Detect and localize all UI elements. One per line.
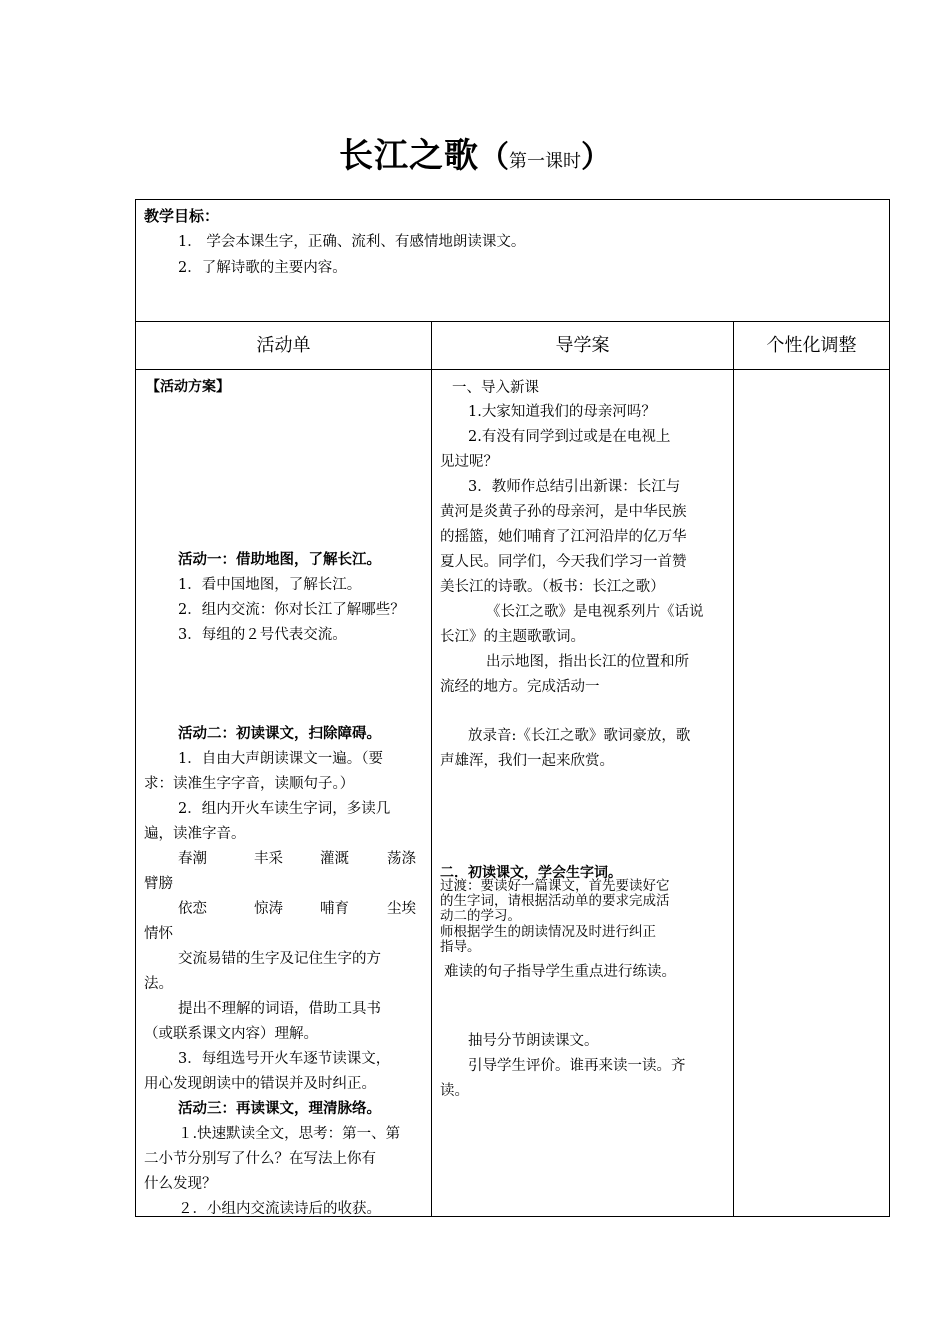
guide-line: 声雄浑，我们一起来欣赏。 [440, 753, 614, 769]
title-main: 长江之歌 [339, 136, 479, 176]
activity-line: １.快速默读全文，思考：第一、第 [178, 1126, 401, 1142]
guide-line: 夏人民。同学们，今天我们学习一首赞 [440, 554, 687, 570]
guide-line: 指导。 [440, 939, 481, 955]
activity-line: 求：读准生字字音，读顺句子。） [144, 776, 355, 792]
activity-line: 2．组内开火车读生字词，多读几 [178, 801, 391, 817]
guide-line: 黄河是炎黄子孙的母亲河，是中华民族 [440, 504, 687, 520]
guide-line: 《长江之歌》是电视系列片《话说 [486, 604, 704, 620]
vocab-word: 春潮 [178, 851, 207, 867]
guide-line: 过渡：要读好一篇课文，首先要读好它 [440, 878, 670, 894]
activity-line: 二小节分别写了什么？在写法上你有 [144, 1151, 376, 1167]
guide-line: 放录音:《长江之歌》歌词豪放，歌 [468, 728, 691, 744]
vocab-word: 惊涛 [254, 901, 283, 917]
lesson-table [135, 321, 890, 1217]
activity-line: 3．每组选号开火车逐节读课文， [178, 1051, 391, 1067]
activity-line: 交流易错的生字及记住生字的方 [178, 951, 381, 967]
page-title [0, 128, 950, 177]
header-guide: 导学案 [555, 335, 610, 356]
vocab-word: 灌溉 [320, 851, 349, 867]
goal-item: 2．了解诗歌的主要内容。 [178, 260, 347, 276]
goals-label: 教学目标： [144, 207, 220, 225]
activity-two-title: 活动二：初读课文，扫除障碍。 [178, 726, 381, 742]
vocab-word: 丰采 [254, 851, 283, 867]
vocab-word: 依恋 [178, 901, 207, 917]
vocab-word: 哺育 [320, 901, 349, 917]
guide-line: 引导学生评价。谁再来读一读。齐 [468, 1058, 686, 1074]
column-divider [733, 322, 734, 1216]
title-close-paren: ） [581, 140, 611, 175]
activity-line: 什么发现？ [144, 1176, 217, 1192]
title-open-paren: （ [479, 140, 509, 175]
guide-section-title: 一、导入新课 [452, 380, 539, 396]
activity-line: （或联系课文内容）理解。 [144, 1026, 318, 1042]
activity-line: 提出不理解的词语，借助工具书 [178, 1001, 381, 1017]
guide-line: 抽号分节朗读课文。 [468, 1033, 599, 1049]
guide-line: 1.大家知道我们的母亲河吗？ [468, 404, 656, 420]
activity-line: ２．小组内交流读诗后的收获。 [178, 1201, 381, 1217]
title-sub: 第一课时 [509, 151, 581, 172]
activity-line: 法。 [144, 976, 173, 992]
activity-line: 遍，读准字音。 [144, 826, 246, 842]
vocab-word: 情怀 [144, 926, 173, 942]
guide-line: 长江》的主题歌歌词。 [440, 629, 585, 645]
activity-line: 3．每组的２号代表交流。 [178, 627, 347, 643]
guide-line: 师根据学生的朗读情况及时进行纠正 [440, 924, 656, 940]
activity-line: 1．看中国地图，了解长江。 [178, 577, 362, 593]
vocab-word: 臂膀 [144, 876, 173, 892]
guide-line: 见过呢？ [440, 454, 498, 470]
guide-line: 的摇篮，她们哺育了江河沿岸的亿万华 [440, 529, 687, 545]
guide-line: 3．教师作总结引出新课：长江与 [468, 479, 681, 495]
header-adjust: 个性化调整 [766, 335, 857, 356]
guide-line: 动二的学习。 [440, 908, 521, 924]
guide-line: 出示地图，指出长江的位置和所 [486, 654, 689, 670]
activity-three-title: 活动三：再读课文，理清脉络。 [178, 1101, 381, 1117]
guide-line: 读。 [440, 1083, 469, 1099]
activity-one-title: 活动一：借助地图，了解长江。 [178, 552, 381, 568]
activity-heading: 【活动方案】 [146, 379, 230, 395]
activity-line: 2．组内交流：你对长江了解哪些？ [178, 602, 405, 618]
guide-line: 2.有没有同学到过或是在电视上 [468, 429, 671, 445]
activity-line: 1．自由大声朗读课文一遍。（要 [178, 751, 383, 767]
guide-section-title: 二．初读课文，学会生字词。 [440, 865, 622, 881]
guide-line: 难读的句子指导学生重点进行练读。 [444, 964, 676, 980]
vocab-word: 荡涤 [387, 851, 416, 867]
column-divider [431, 322, 432, 1216]
header-activity: 活动单 [256, 335, 311, 356]
goal-item: 1． 学会本课生字，正确、流利、有感情地朗读课文。 [178, 234, 526, 250]
guide-line: 的生字词，请根据活动单的要求完成活 [440, 893, 670, 909]
activity-line: 用心发现朗读中的错误并及时纠正。 [144, 1076, 376, 1092]
goals-box [135, 199, 890, 322]
vocab-word: 尘埃 [387, 901, 416, 917]
guide-line: 美长江的诗歌。（板书：长江之歌） [440, 579, 665, 595]
guide-line: 流经的地方。完成活动一 [440, 679, 600, 695]
